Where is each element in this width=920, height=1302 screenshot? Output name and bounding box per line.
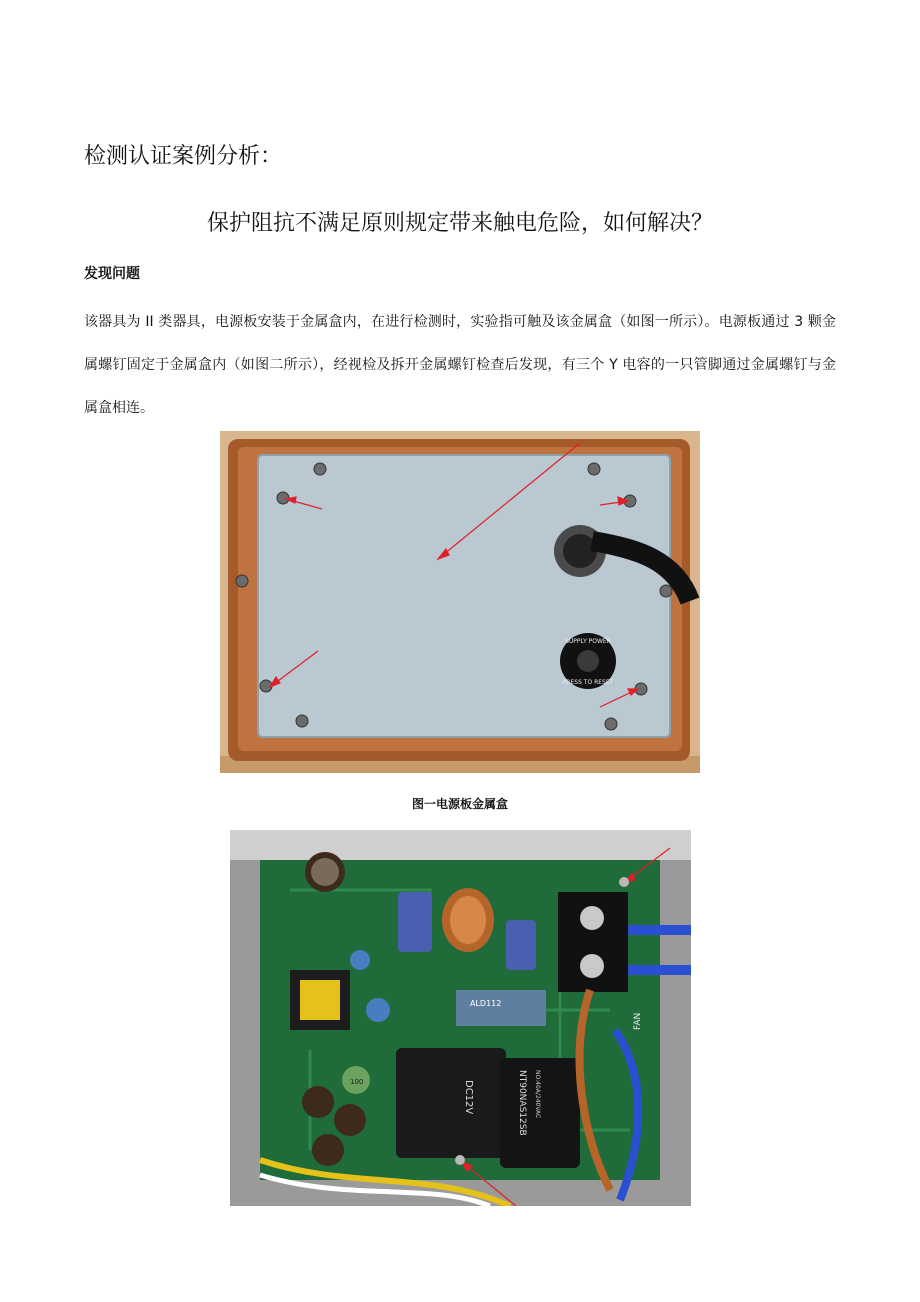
y-capacitor-blue bbox=[398, 892, 432, 952]
relay-small bbox=[456, 990, 546, 1026]
ic-label: ALD112 bbox=[470, 999, 502, 1008]
body-paragraph: 该器具为 II 类器具，电源板安装于金属盒内，在进行检测时，实验指可触及该金属盒（如图一所示）。电源板通过 3 颗金属螺钉固定于金属盒内（如图二所示），经视检及拆开金属螺钉检查后发现，有三个 Y 电容的一只管脚通过金属螺钉与金属盒相连。 bbox=[84, 314, 836, 416]
button-label: SUPPLY POWER bbox=[565, 638, 611, 645]
relay2-label: NT90NAS12SB bbox=[517, 1070, 527, 1136]
reset-button-icon bbox=[560, 633, 616, 689]
pcb-illustration bbox=[230, 830, 691, 1206]
capacitor-icon bbox=[305, 852, 345, 892]
relay2-sub: NO:40A/240VAC bbox=[534, 1070, 541, 1119]
cap-label: 100 bbox=[350, 1078, 364, 1086]
section-heading: 发现问题 bbox=[84, 266, 140, 282]
button-sublabel: PRESS TO RESET bbox=[562, 679, 614, 686]
main-heading: 保护阻抗不满足原则规定带来触电危险，如何解决？ bbox=[206, 211, 713, 236]
figure-1-photo bbox=[220, 431, 700, 773]
metal-plate bbox=[258, 455, 670, 737]
document-title: 检测认证案例分析： bbox=[84, 144, 283, 169]
y-capacitor-round bbox=[366, 998, 390, 1022]
relay-label: DC12V bbox=[463, 1080, 474, 1115]
metal-box-illustration bbox=[220, 431, 700, 773]
y-capacitor-blue bbox=[506, 920, 536, 970]
screw-icon bbox=[455, 1155, 465, 1165]
fan-label: FAN bbox=[633, 1012, 643, 1030]
screw-icon bbox=[619, 877, 629, 887]
terminal-block bbox=[558, 892, 628, 992]
figure-2-photo bbox=[230, 830, 691, 1206]
figure-1-caption: 图一电源板金属盒 bbox=[411, 797, 508, 811]
relay-black bbox=[396, 1048, 506, 1158]
